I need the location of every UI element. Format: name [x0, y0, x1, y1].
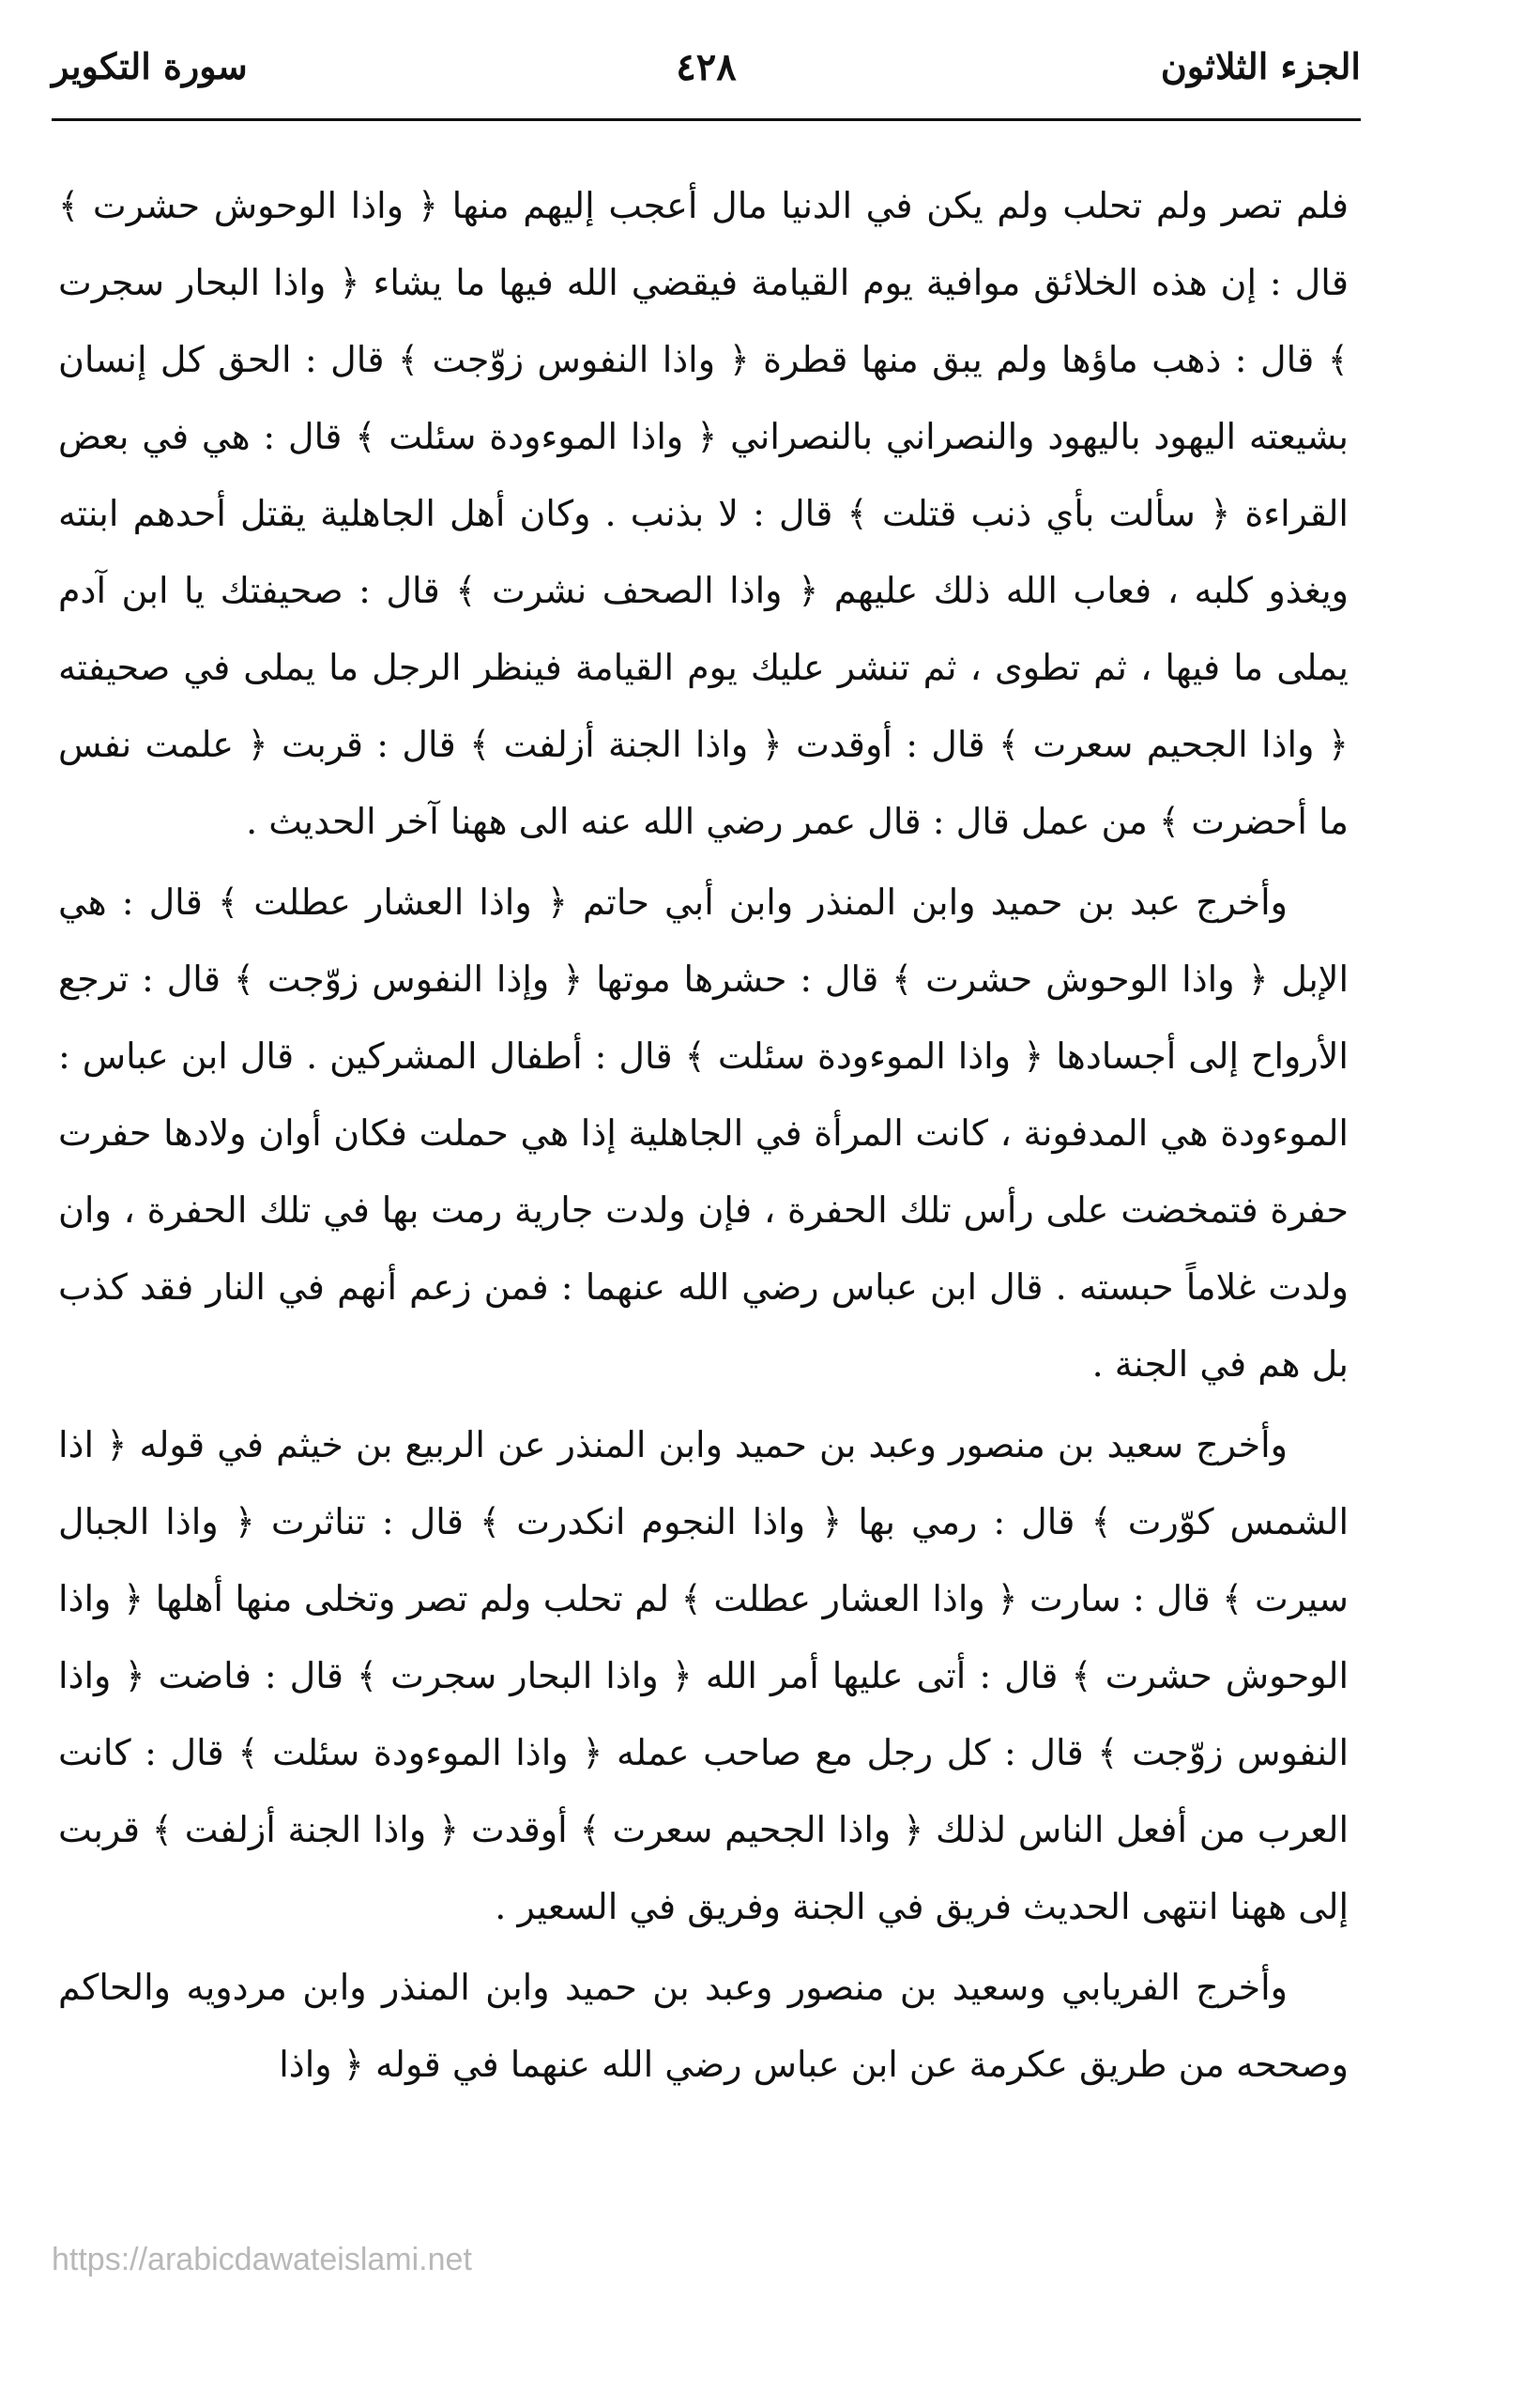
part-title: الجزء الثلاثون [1160, 45, 1361, 87]
surah-title: سورة التكوير [52, 45, 248, 87]
page-header [52, 45, 1361, 111]
paragraph-1: فلم تصر ولم تحلب ولم يكن في الدنيا مال أعجب إليهم منها ﴿ واذا الوحوش حشرت ﴾ قال : إن هذه الخلائق موافية يوم القيامة فيقضي الله فيها ما يشاء ﴿ واذا البحار سجرت ﴾ قال : ذهب ماؤها ولم يبق منها قطرة ﴿ واذا النفوس زوّجت ﴾ قال : الحق كل إنسان بشيعته اليهود باليهود والنصراني بالنصراني ﴿ واذا الموءودة سئلت ﴾ قال : هي في بعض القراءة ﴿ سألت بأي ذنب قتلت ﴾ قال : لا بذنب . وكان أهل الجاهلية يقتل أحدهم ابنته ويغذو كلبه ، فعاب الله ذلك عليهم ﴿ واذا الصحف نشرت ﴾ قال : صحيفتك يا ابن آدم يملى ما فيها ، ثم تطوى ، ثم تنشر عليك يوم القيامة فينظر الرجل ما يملى في صحيفته ﴿ واذا الجحيم سعرت ﴾ قال : أوقدت ﴿ واذا الجنة أزلفت ﴾ قال : قربت ﴿ علمت نفس ما أحضرت ﴾ من عمل قال : قال عمر رضي الله عنه الى ههنا آخر الحديث . [58, 185, 1349, 842]
page-body [58, 167, 1349, 2103]
paragraph-4: وأخرج الفريابي وسعيد بن منصور وعبد بن حميد وابن المنذر وابن مردويه والحاكم وصححه من طريق عكرمة عن ابن عباس رضي الله عنهما في قوله ﴿ واذا [58, 1967, 1349, 2085]
paragraph-2: وأخرج عبد بن حميد وابن المنذر وابن أبي حاتم ﴿ واذا العشار عطلت ﴾ قال : هي الإبل ﴿ واذا الوحوش حشرت ﴾ قال : حشرها موتها ﴿ وإذا النفوس زوّجت ﴾ قال : ترجع الأرواح إلى أجسادها ﴿ واذا الموءودة سئلت ﴾ قال : أطفال المشركين . قال ابن عباس : الموءودة هي المدفونة ، كانت المرأة في الجاهلية إذا هي حملت فكان أوان ولادها حفرت حفرة فتمخضت على رأس تلك الحفرة ، فإن ولدت جارية رمت بها في تلك الحفرة ، وان ولدت غلاماً حبسته . قال ابن عباس رضي الله عنهما : فمن زعم أنهم في النار فقد كذب بل هم في الجنة . [58, 881, 1349, 1385]
page-number: ٤٢٨ [676, 45, 737, 89]
paragraph-3: وأخرج سعيد بن منصور وعبد بن حميد وابن المنذر عن الربيع بن خيثم في قوله ﴿ اذا الشمس كوّرت ﴾ قال : رمي بها ﴿ واذا النجوم انكدرت ﴾ قال : تناثرت ﴿ واذا الجبال سيرت ﴾ قال : سارت ﴿ واذا العشار عطلت ﴾ لم تحلب ولم تصر وتخلى منها أهلها ﴿ واذا الوحوش حشرت ﴾ قال : أتى عليها أمر الله ﴿ واذا البحار سجرت ﴾ قال : فاضت ﴿ واذا النفوس زوّجت ﴾ قال : كل رجل مع صاحب عمله ﴿ واذا الموءودة سئلت ﴾ قال : كانت العرب من أفعل الناس لذلك ﴿ واذا الجحيم سعرت ﴾ أوقدت ﴿ واذا الجنة أزلفت ﴾ قربت إلى ههنا انتهى الحديث فريق في الجنة وفريق في السعير . [58, 1424, 1349, 1927]
header-divider [52, 118, 1361, 121]
source-watermark: https://arabicdawateislami.net [52, 2242, 472, 2277]
